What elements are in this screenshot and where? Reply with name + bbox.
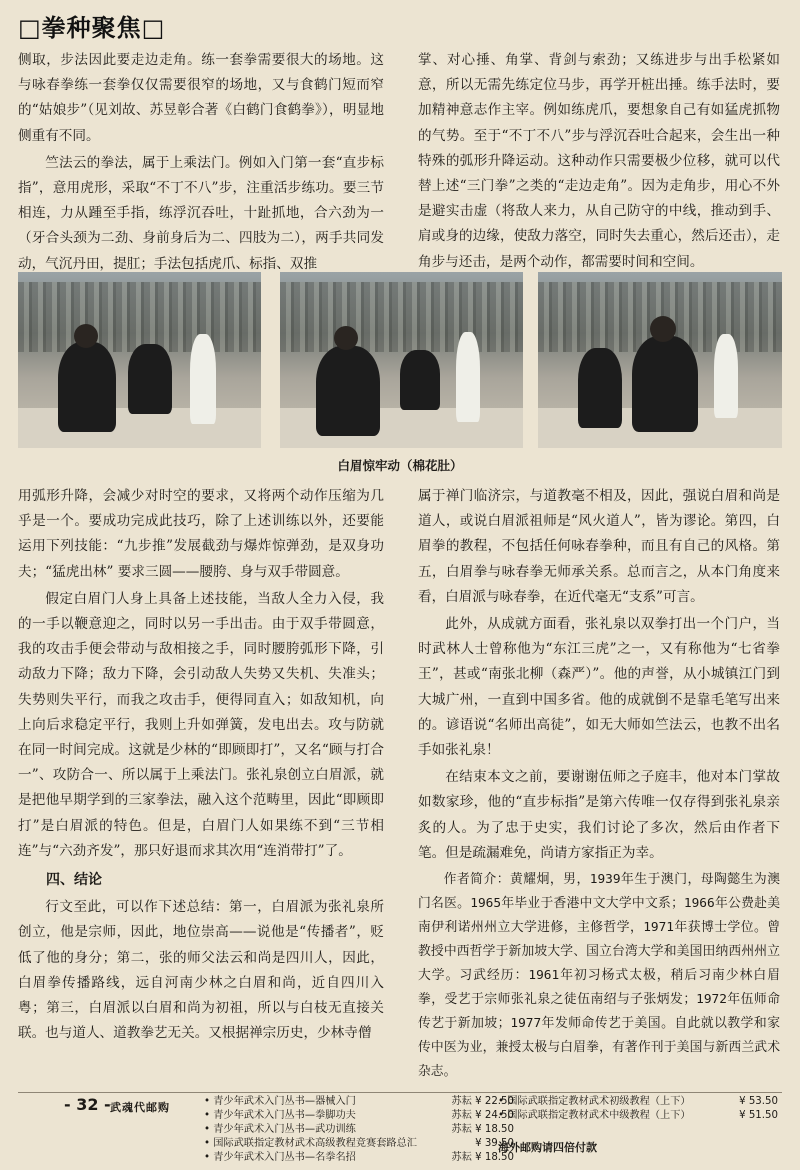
article-column-top-left <box>18 48 384 279</box>
book-title: • 国际武联指定教材武术中级教程（上下） <box>498 1109 691 1123</box>
book-price: 苏耘 ¥ 24.50 <box>451 1110 514 1121</box>
paragraph: 假定白眉门人身上具备上述技能，当敌人全力入侵，我的一手以鞭意迎之，同时以另一手出击。由于双手带圆意，我的攻击手便会带动与敌相接之手，同时腰胯弧形下降，引动敌力下降；敌力下降，会引动敌人失势又失机、失准头；失势则失平行，而我之攻击手，便得同直入；如敌知机，向上向后求稳定平行，我则上升如弹簧，发电出去。攻与防就在同一时间完成。这就是少林的“即顾即打”，又名“顾与打合一”、攻防合一、所以属于上乘法门。张礼泉创立白眉派，就是把他早期学到的三家拳法，融入这个范畴里，因此“即顾即打”是白眉派的特色。但是，白眉门人如果练不到“三节相连”与“六劲齐发”，那只好退而求其次用“连消带打”了。 <box>18 590 384 859</box>
book-title: • 青少年武术入门丛书—拳脚功夫 <box>204 1109 356 1123</box>
footer <box>18 1092 782 1167</box>
article-column-bottom-left <box>18 484 384 1048</box>
page-number: - 32 - <box>64 1095 111 1114</box>
paragraph: 侧取，步法因此要走边走角。练一套拳需要很大的场地。这与咏春拳练一套拳仅仅需要很窄的场地，又与食鹤门短而窄的“姑娘步”（见刘故、苏昱彰合著《白鹤门食鹤拳》），明显地侧重有不同。 <box>18 52 384 144</box>
paragraph: 用弧形升降，会减少对时空的要求，又将两个动作压缩为几乎是一个。要成功完成此技巧，除了上述训练以外，还要能运用下列技能：“九步推”发展截劲与爆炸惊弹劲，是双身功夫；“猛虎出林” 要求三圆——腰胯、身与双手带圆意。 <box>18 488 384 580</box>
section-tag: □拳种聚焦□ <box>18 14 166 42</box>
book-item <box>204 1137 514 1151</box>
paragraph: 竺法云的拳法，属于上乘法门。例如入门第一套“直步标指”，意用虎形，采取“不丁不八”步，注重活步练功。要三节相连，力从踵至手指，练浮沉吞吐，十趾抓地，合六劲为一（牙合头颈为二劲、身前身后为二、四肢为二），两手共同发动，气沉丹田，提肛；手法包括虎爪、标指、双推 <box>18 154 384 272</box>
book-item <box>204 1109 514 1123</box>
section-heading: 四、结论 <box>46 872 102 889</box>
book-list-left <box>204 1095 514 1165</box>
book-title: • 国际武联指定教材武术高级教程竞赛套路总汇 <box>204 1137 417 1151</box>
book-item <box>498 1095 778 1109</box>
book-item <box>204 1123 514 1137</box>
book-price: 苏耘 ¥ 18.50 <box>451 1124 514 1135</box>
article-column-bottom-right <box>418 484 780 1086</box>
paragraph: 此外，从成就方面看，张礼泉以双拳打出一个门户，当时武林人士曾称他为“东江三虎”之一，又有称他为“七省拳王”，甚或“南张北柳（森严）”。他的声誉，从小城镇江门到大城广州，一直到中国多省。他的成就倒不是靠毛笔写出来的。谚语说“名师出高徒”，如无大师如竺法云，也教不出名手如张礼泉！ <box>418 616 780 759</box>
photo-1 <box>18 272 261 448</box>
paragraph: 掌、对心捶、角掌、背剑与索劲；又练进步与出手松紧如意，所以无需先练定位马步，再学开桩出捶。练手法时，要加精神意志作主宰。例如练虎爪，要想象自己有如猛虎抓物的气势。至于“不丁不八”步与浮沉吞吐合起来，会生出一种特殊的弧形升降运动。这种动作只需要极少位移，就可以代替上述“三门拳”之类的“走边走角”。因为走角步，用心不外是避实击虚（将敌人来力，从自己防守的中线，推动到手、肩或身的边缘，使敌力落空，同时失去重心，然后还击），走角步与还击，是两个动作，都需要时间和空间。 <box>418 52 780 270</box>
book-price: ¥ 39.50 <box>475 1138 514 1149</box>
overseas-notice: 海外邮购请四倍付款 <box>498 1141 597 1154</box>
author-bio: 作者简介：黄耀炯，男，1939年生于澳门，母陶懿生为澳门名医。1965年毕业于香港中文大学中文系；1966年公费赴美南伊利诺州州立大学进修，主修哲学，1971年获博士学位。曾教授中西哲学于新加坡大学、国立台湾大学和美国田纳西州州立大学。习武经历：1961年初习杨式太极，稍后习南少林白眉拳，受艺于宗师张礼泉之徒伍南绍与子张炳发；1972年伍师命传艺于新加坡；1977年发师命传艺于美国。自此就以教学和家传中医为业，兼授太极与白眉拳，有著作刊于美国与新西兰武术杂志。 <box>418 872 780 1080</box>
paragraph: 属于禅门临济宗，与道教毫不相及，因此，强说白眉和尚是道人，或说白眉派祖师是“风火道人”，皆为谬论。第四，白眉拳的教程，不包括任何咏春拳种，而且有自己的风格。第五，白眉拳与咏春拳无师承关系。总而言之，从本门角度来看，白眉派与咏春拳，在近代毫无“支系”可言。 <box>418 488 780 605</box>
mail-order-label: 武魂代邮购 <box>110 1101 170 1114</box>
article-column-top-right <box>418 48 780 277</box>
book-item <box>498 1109 778 1123</box>
book-item <box>204 1095 514 1109</box>
photo-3 <box>538 272 782 448</box>
book-title: • 青少年武术入门丛书—器械入门 <box>204 1095 356 1109</box>
book-price: 苏耘 ¥ 22.50 <box>451 1096 514 1107</box>
book-title: • 青少年武术入门丛书—武功训练 <box>204 1123 356 1137</box>
paragraph: 在结束本文之前，要谢谢伍师之子庭丰，他对本门掌故如数家珍，他的“直步标指”是第六传唯一仅存得到张礼泉亲炙的人。为了忠于史实，我们讨论了多次，然后由作者下笔。但是疏漏难免，尚请方家指正为幸。 <box>418 769 780 861</box>
book-title: • 国际武联指定教材武术初级教程（上下） <box>498 1095 691 1109</box>
book-price: 苏耘 ¥ 18.50 <box>451 1152 514 1163</box>
photo-2 <box>280 272 523 448</box>
book-list-right <box>498 1095 778 1123</box>
book-item <box>204 1151 514 1165</box>
book-title: • 青少年武术入门丛书—名拳名招 <box>204 1151 356 1165</box>
paragraph: 行文至此，可以作下述总结：第一，白眉派为张礼泉所创立，他是宗师，因此，地位崇高——说他是“传播者”，贬低了他的身分；第二，张的师父法云和尚是四川人，因此，白眉拳传播路线，远自河南少林之白眉和尚，近自四川入粤；第三，白眉派以白眉和尚为初祖，所以与白枝无直接关联。也与道人、道教拳艺无关。又根据禅宗历史，少林寺僧 <box>18 899 384 1042</box>
book-price: ¥ 53.50 <box>739 1096 778 1107</box>
photo-strip <box>18 272 782 448</box>
book-price: ¥ 51.50 <box>739 1110 778 1121</box>
photo-caption: 白眉惊牢动（棉花肚） <box>337 458 463 473</box>
